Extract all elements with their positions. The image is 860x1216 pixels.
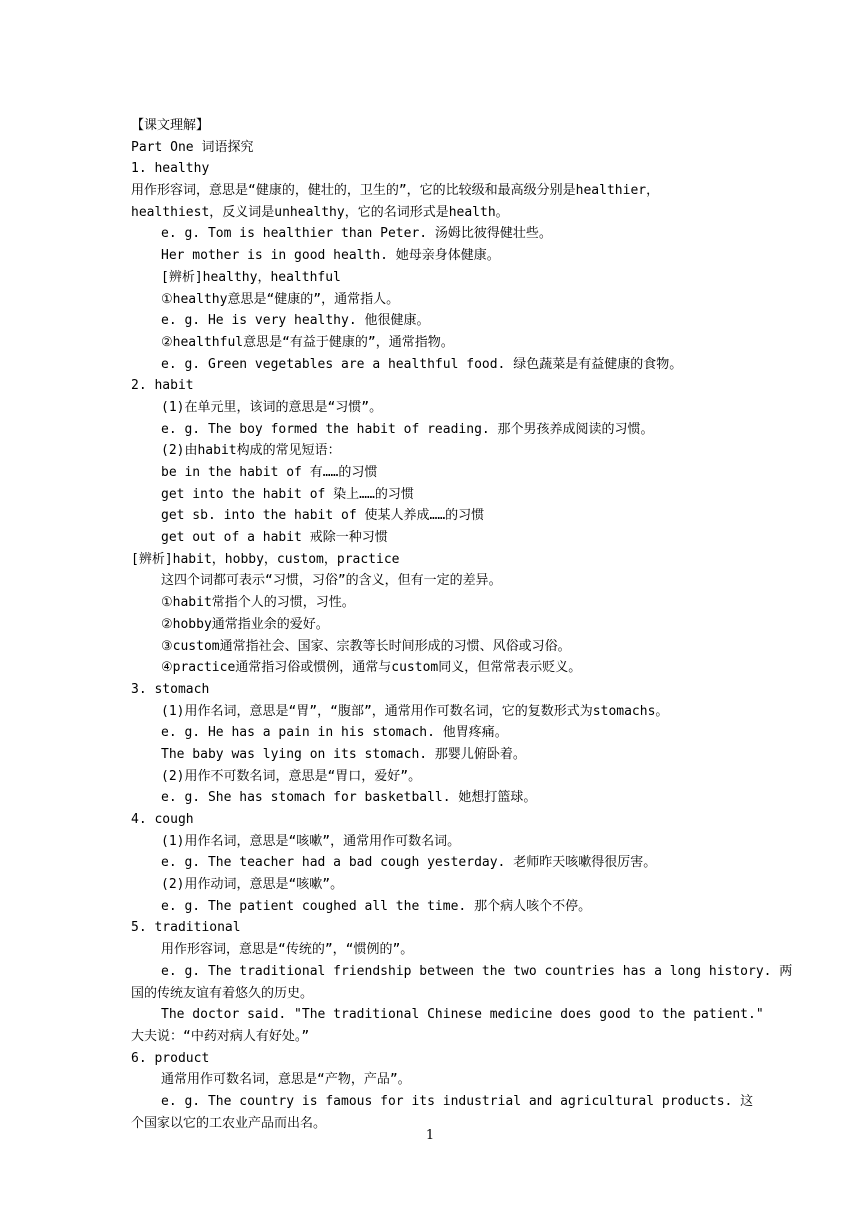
text-line: ③custom通常指社会、国家、宗教等长时间形成的习惯、风俗或习俗。 [161,638,571,654]
text-line: 通常用作可数名词，意思是“产物，产品”。 [161,1072,411,1088]
item-heading-cough: 4. cough [131,812,194,827]
analysis-line: [辨析]habit，hobby，custom，practice [131,551,400,567]
text-line: ①healthy意思是“健康的”，通常指人。 [161,291,400,307]
text-line: (2)用作动词，意思是“咳嗽”。 [161,877,344,893]
example-line: e. g. The teacher had a bad cough yesterday. 老师昨天咳嗽得很厉害。 [161,855,657,871]
text-line: (2)由habit构成的常见短语： [161,443,341,459]
phrase-line: get into the habit of 染上……的习惯 [161,486,414,502]
section-heading: 【课文理解】 [131,118,210,133]
example-line: e. g. The patient coughed all the time. 那个病人咳个不停。 [161,898,592,914]
example-line: e. g. The country is famous for its industrial and agricultural products. 这 [161,1093,754,1109]
text-line: ②hobby通常指业余的爱好。 [161,616,329,632]
item-heading-healthy: 1. healthy [131,161,210,177]
text-line: 这四个词都可表示“习惯，习俗”的含义，但有一定的差异。 [161,573,502,589]
example-line: e. g. She has stomach for basketball. 她想打篮球。 [161,790,537,806]
item-heading-habit: 2. habit [131,378,194,394]
item-heading-traditional: 5. traditional [131,920,241,936]
example-line-continued: 大夫说：“中药对病人有好处。” [131,1028,310,1044]
example-line: e. g. Green vegetables are a healthful food. 绿色蔬菜是有益健康的食物。 [161,356,683,372]
example-line: e. g. He has a pain in his stomach. 他胃疼痛。 [161,725,508,741]
phrase-line: be in the habit of 有……的习惯 [161,465,378,480]
part-heading: Part One 词语探究 [131,139,254,155]
example-line: e. g. He is very healthy. 他很健康。 [161,313,430,329]
analysis-line: [辨析]healthy，healthful [161,269,341,285]
item-heading-product: 6. product [131,1050,210,1066]
document-body [131,115,793,1134]
example-line-continued: 个国家以它的工农业产品而出名。 [131,1115,327,1131]
page-number: 1 [425,1128,435,1143]
example-line: e. g. The traditional friendship between the two countries has a long history. 两 [161,963,793,979]
example-line: e. g. Tom is healthier than Peter. 汤姆比彼得健壮些。 [161,226,552,242]
text-line: ④practice通常指习俗或惯例，通常与custom同义，但常常表示贬义。 [161,660,582,676]
example-line: The doctor said. "The traditional Chinese medicine does good to the patient." [161,1007,764,1023]
text-line: healthiest，反义词是unhealthy，它的名词形式是health。 [131,204,509,220]
text-line: (1)在单元里，该词的意思是“习惯”。 [161,399,383,415]
text-line: 用作形容词，意思是“传统的”，“惯例的”。 [161,942,414,958]
item-heading-stomach: 3. stomach [131,681,210,697]
text-line: (2)用作不可数名词，意思是“胃口，爱好”。 [161,768,422,784]
text-line: (1)用作名词，意思是“胃”，“腹部”，通常用作可数名词，它的复数形式为stomachs。 [161,703,669,719]
phrase-line: get out of a habit 戒除一种习惯 [161,530,388,546]
example-line: The baby was lying on its stomach. 那婴儿俯卧着。 [161,746,526,762]
text-line: 用作形容词，意思是“健康的，健壮的，卫生的”，它的比较级和最高级分别是healthier， [131,183,660,199]
text-line: (1)用作名词，意思是“咳嗽”，通常用作可数名词。 [161,833,461,849]
phrase-line: get sb. into the habit of 使某人养成……的习惯 [161,508,485,524]
text-line: ①habit常指个人的习惯，习性。 [161,595,355,611]
example-line: Her mother is in good health. 她母亲身体健康。 [161,248,500,264]
text-line: ②healthful意思是“有益于健康的”，通常指物。 [161,334,454,350]
example-line-continued: 国的传统友谊有着悠久的历史。 [131,985,314,1001]
example-line: e. g. The boy formed the habit of reading. 那个男孩养成阅读的习惯。 [161,421,654,437]
